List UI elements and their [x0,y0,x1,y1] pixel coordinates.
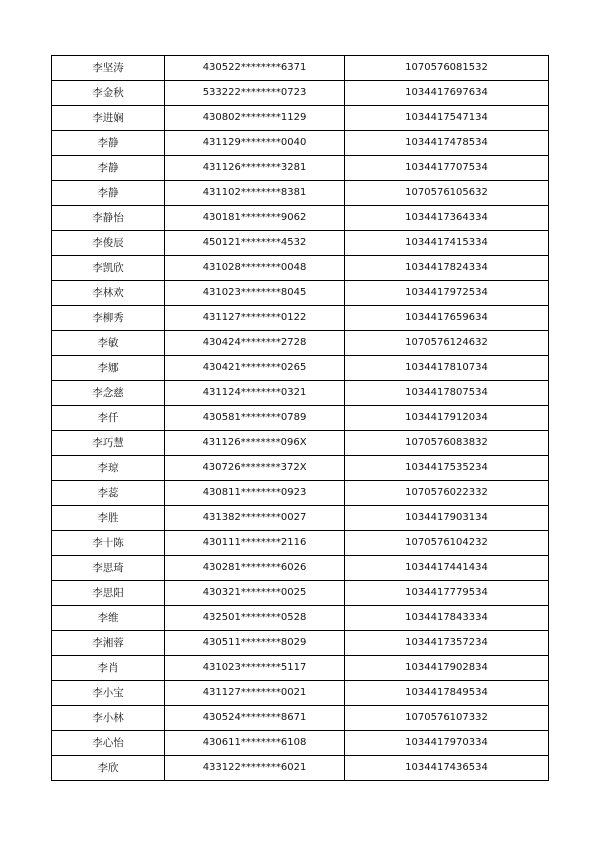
record-number-cell: 1034417824334 [345,256,549,281]
id-number-cell: 431023********8045 [165,281,345,306]
record-number-cell: 1070576081532 [345,56,549,81]
record-number-cell: 1034417415334 [345,231,549,256]
table-row [52,506,549,531]
table-body [52,56,549,781]
name-cell: 李小林 [52,706,165,731]
record-number-cell: 1070576083832 [345,431,549,456]
table-row [52,181,549,206]
name-cell: 李肖 [52,656,165,681]
id-number-cell: 431127********0021 [165,681,345,706]
record-number-cell: 1034417441434 [345,556,549,581]
id-number-cell: 430111********2116 [165,531,345,556]
name-cell: 李蕊 [52,481,165,506]
table-row [52,306,549,331]
data-table [51,55,549,781]
table-row [52,656,549,681]
id-number-cell: 431028********0048 [165,256,345,281]
record-number-cell: 1034417478534 [345,131,549,156]
table-row [52,106,549,131]
name-cell: 李凯欣 [52,256,165,281]
table-row [52,581,549,606]
record-number-cell: 1034417972534 [345,281,549,306]
table-row [52,531,549,556]
record-number-cell: 1034417843334 [345,606,549,631]
name-cell: 李胜 [52,506,165,531]
table-row [52,356,549,381]
id-number-cell: 430811********0923 [165,481,345,506]
id-number-cell: 431102********8381 [165,181,345,206]
id-number-cell: 431129********0040 [165,131,345,156]
id-number-cell: 430524********8671 [165,706,345,731]
table-row [52,156,549,181]
id-number-cell: 450121********4532 [165,231,345,256]
table-row [52,606,549,631]
name-cell: 李念慈 [52,381,165,406]
record-number-cell: 1034417807534 [345,381,549,406]
record-number-cell: 1070576105632 [345,181,549,206]
id-number-cell: 431124********0321 [165,381,345,406]
record-number-cell: 1034417547134 [345,106,549,131]
table-row [52,431,549,456]
record-number-cell: 1034417849534 [345,681,549,706]
table-row [52,131,549,156]
table-row [52,706,549,731]
id-number-cell: 430424********2728 [165,331,345,356]
table-row [52,331,549,356]
record-number-cell: 1034417902834 [345,656,549,681]
name-cell: 李思阳 [52,581,165,606]
record-number-cell: 1034417659634 [345,306,549,331]
id-number-cell: 430522********6371 [165,56,345,81]
name-cell: 李湘蓉 [52,631,165,656]
record-number-cell: 1034417697634 [345,81,549,106]
table-row [52,231,549,256]
id-number-cell: 431126********3281 [165,156,345,181]
name-cell: 李巧慧 [52,431,165,456]
record-number-cell: 1034417364334 [345,206,549,231]
record-number-cell: 1070576104232 [345,531,549,556]
table-row [52,281,549,306]
record-number-cell: 1034417810734 [345,356,549,381]
name-cell: 李柳秀 [52,306,165,331]
table-row [52,756,549,781]
name-cell: 李仟 [52,406,165,431]
record-number-cell: 1034417970334 [345,731,549,756]
id-number-cell: 430181********9062 [165,206,345,231]
table-row [52,456,549,481]
id-number-cell: 430281********6026 [165,556,345,581]
id-number-cell: 430421********0265 [165,356,345,381]
table-row [52,731,549,756]
name-cell: 李小宝 [52,681,165,706]
table-row [52,406,549,431]
table-row [52,56,549,81]
record-number-cell: 1034417436534 [345,756,549,781]
id-number-cell: 431126********096X [165,431,345,456]
name-cell: 李欣 [52,756,165,781]
name-cell: 李心怡 [52,731,165,756]
id-number-cell: 431382********0027 [165,506,345,531]
table-row [52,256,549,281]
name-cell: 李静 [52,181,165,206]
record-number-cell: 1070576124632 [345,331,549,356]
name-cell: 李静怡 [52,206,165,231]
record-number-cell: 1034417357234 [345,631,549,656]
name-cell: 李敏 [52,331,165,356]
record-number-cell: 1034417707534 [345,156,549,181]
name-cell: 李金秋 [52,81,165,106]
name-cell: 李林欢 [52,281,165,306]
id-number-cell: 431023********5117 [165,656,345,681]
id-number-cell: 430581********0789 [165,406,345,431]
id-number-cell: 430511********8029 [165,631,345,656]
name-cell: 李十陈 [52,531,165,556]
id-number-cell: 430802********1129 [165,106,345,131]
table-row [52,381,549,406]
record-number-cell: 1034417779534 [345,581,549,606]
table-row [52,481,549,506]
name-cell: 李琼 [52,456,165,481]
id-number-cell: 432501********0528 [165,606,345,631]
name-cell: 李坚涛 [52,56,165,81]
record-number-cell: 1034417912034 [345,406,549,431]
table-row [52,206,549,231]
name-cell: 李思琦 [52,556,165,581]
id-number-cell: 430726********372X [165,456,345,481]
record-number-cell: 1070576107332 [345,706,549,731]
name-cell: 李维 [52,606,165,631]
table-row [52,631,549,656]
name-cell: 李进娴 [52,106,165,131]
id-number-cell: 433122********6021 [165,756,345,781]
id-number-cell: 533222********0723 [165,81,345,106]
record-number-cell: 1070576022332 [345,481,549,506]
record-number-cell: 1034417535234 [345,456,549,481]
id-number-cell: 430611********6108 [165,731,345,756]
table-row [52,81,549,106]
id-number-cell: 431127********0122 [165,306,345,331]
id-number-cell: 430321********0025 [165,581,345,606]
table-row [52,681,549,706]
table-row [52,556,549,581]
name-cell: 李静 [52,131,165,156]
name-cell: 李静 [52,156,165,181]
name-cell: 李娜 [52,356,165,381]
name-cell: 李俊辰 [52,231,165,256]
record-number-cell: 1034417903134 [345,506,549,531]
